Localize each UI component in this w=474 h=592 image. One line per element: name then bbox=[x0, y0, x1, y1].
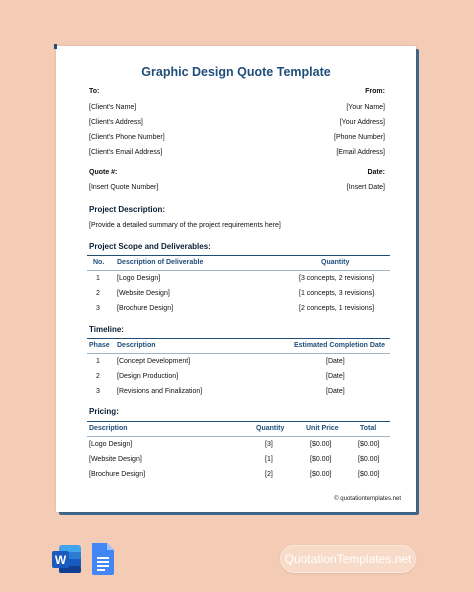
client-name: [Client's Name] bbox=[89, 104, 137, 111]
scope-row-quantity: [2 concepts, 1 revisions] bbox=[299, 305, 375, 312]
timeline-row-description: [Revisions and Finalization] bbox=[117, 388, 203, 395]
pricing-row-quantity: [2] bbox=[265, 471, 273, 478]
pricing-row-unit-price: [$0.00] bbox=[310, 471, 332, 478]
timeline-row-date: [Date] bbox=[326, 373, 345, 380]
timeline-row-date: [Date] bbox=[326, 358, 345, 365]
quote-number-label: Quote #: bbox=[89, 169, 118, 176]
from-label: From: bbox=[365, 88, 385, 95]
your-phone: [Phone Number] bbox=[334, 134, 385, 141]
pricing-row-description: [Logo Design] bbox=[89, 441, 133, 448]
timeline-col-phase: Phase bbox=[89, 342, 110, 349]
scope-header-rule bbox=[87, 270, 390, 271]
your-name: [Your Name] bbox=[346, 104, 385, 111]
scope-table-top-rule bbox=[87, 255, 390, 256]
scope-row-no: 1 bbox=[96, 275, 100, 282]
scope-row-description: [Logo Design] bbox=[117, 275, 161, 282]
scope-row-no: 3 bbox=[96, 305, 100, 312]
pricing-header-rule bbox=[87, 436, 390, 437]
pricing-col-total: Total bbox=[360, 425, 377, 432]
word-icon[interactable] bbox=[50, 542, 84, 581]
timeline-row-description: [Concept Development] bbox=[117, 358, 191, 365]
client-address: [Client's Address] bbox=[89, 119, 143, 126]
svg-text:W: W bbox=[54, 553, 67, 567]
pricing-row-total: [$0.00] bbox=[358, 441, 380, 448]
pricing-row-quantity: [3] bbox=[265, 441, 273, 448]
scope-row-quantity: [3 concepts, 2 revisions] bbox=[299, 275, 375, 282]
date-label: Date: bbox=[367, 169, 385, 176]
quote-document bbox=[56, 46, 416, 512]
pricing-row-total: [$0.00] bbox=[358, 456, 380, 463]
google-docs-icon[interactable] bbox=[90, 542, 116, 581]
corner-mark-top-left bbox=[54, 44, 57, 49]
pricing-col-quantity: Quantity bbox=[256, 425, 285, 432]
scope-row-description: [Brochure Design] bbox=[117, 305, 174, 312]
client-phone: [Client's Phone Number] bbox=[89, 134, 165, 141]
your-email: [Email Address] bbox=[336, 149, 385, 156]
scope-col-quantity: Quantity bbox=[321, 259, 350, 266]
date-value: [Insert Date] bbox=[346, 184, 385, 191]
timeline-row-description: [Design Production] bbox=[117, 373, 179, 380]
scope-row-quantity: [1 concepts, 3 revisions] bbox=[299, 290, 375, 297]
scope-row-no: 2 bbox=[96, 290, 100, 297]
pricing-row-quantity: [1] bbox=[265, 456, 273, 463]
scope-col-no: No. bbox=[93, 259, 105, 266]
pricing-table-top-rule bbox=[87, 421, 390, 422]
pricing-row-total: [$0.00] bbox=[358, 471, 380, 478]
timeline-table-top-rule bbox=[87, 338, 390, 339]
timeline-row-date: [Date] bbox=[326, 388, 345, 395]
timeline-header-rule bbox=[87, 353, 390, 354]
pricing-col-description: Description bbox=[89, 425, 128, 432]
to-label: To: bbox=[89, 88, 100, 95]
scope-row-description: [Website Design] bbox=[117, 290, 170, 297]
quote-number-value: [Insert Quote Number] bbox=[89, 184, 159, 191]
timeline-heading: Timeline: bbox=[89, 325, 124, 334]
document-title: Graphic Design Quote Template bbox=[141, 65, 331, 79]
pricing-row-unit-price: [$0.00] bbox=[310, 441, 332, 448]
scope-col-description: Description of Deliverable bbox=[117, 259, 204, 266]
timeline-col-description: Description bbox=[117, 342, 156, 349]
copyright-credit: © quotationtemplates.net bbox=[334, 496, 401, 502]
timeline-row-phase: 2 bbox=[96, 373, 100, 380]
pricing-row-unit-price: [$0.00] bbox=[310, 456, 332, 463]
scope-heading: Project Scope and Deliverables: bbox=[89, 242, 211, 251]
pricing-col-unit-price: Unit Price bbox=[306, 425, 339, 432]
site-brand-badge[interactable]: QuotationTemplates.net bbox=[280, 545, 416, 573]
timeline-row-phase: 1 bbox=[96, 358, 100, 365]
timeline-col-date: Estimated Completion Date bbox=[294, 342, 386, 349]
client-email: [Client's Email Address] bbox=[89, 149, 163, 156]
project-description-heading: Project Description: bbox=[89, 205, 166, 214]
timeline-row-phase: 3 bbox=[96, 388, 100, 395]
pricing-row-description: [Website Design] bbox=[89, 456, 142, 463]
your-address: [Your Address] bbox=[339, 119, 385, 126]
pricing-heading: Pricing: bbox=[89, 407, 119, 416]
project-description-text: [Provide a detailed summary of the project requirements here] bbox=[89, 222, 281, 229]
pricing-row-description: [Brochure Design] bbox=[89, 471, 146, 478]
